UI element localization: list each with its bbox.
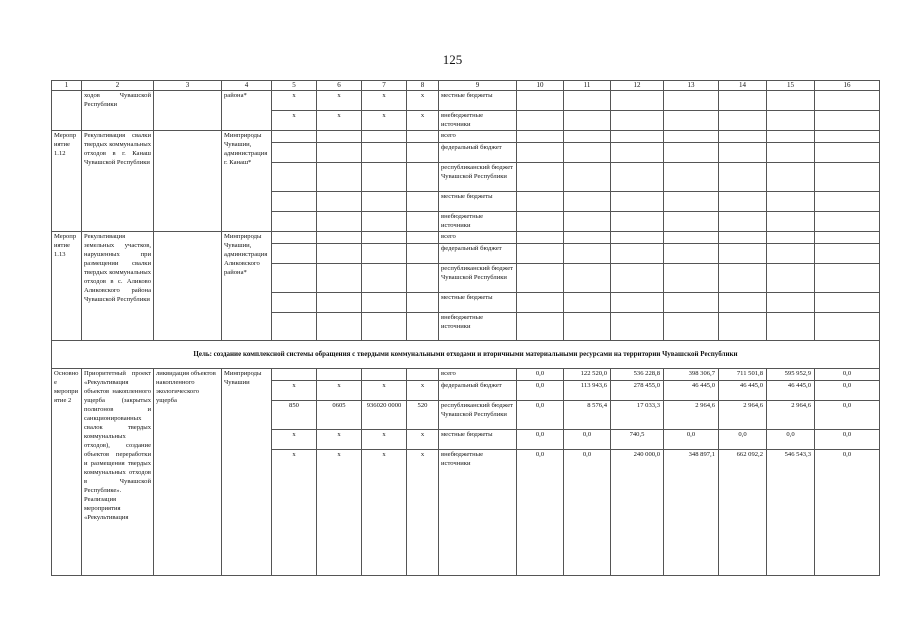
m113-name: Рекультивация земельных участков, нарушенных при размещении свалки твердых коммунальных отходов в с. Аликово Аликовского района Чувашской Республики — [82, 232, 154, 341]
value-cell: 0,0 — [664, 430, 719, 450]
value-cell: 0,0 — [767, 430, 815, 450]
source-all: всего — [439, 131, 517, 143]
om2-label: Основное мероприятие 2 — [52, 369, 82, 576]
header-col-10: 10 — [517, 81, 564, 91]
value-cell: 0,0 — [517, 369, 564, 381]
x-mark: x — [272, 450, 317, 576]
x-mark: x — [272, 111, 317, 131]
value-cell: 46 445,0 — [767, 381, 815, 401]
goal-row — [52, 341, 880, 369]
header-col-9: 9 — [439, 81, 517, 91]
value-cell: 2 964,6 — [664, 401, 719, 430]
x-mark: x — [317, 111, 362, 131]
header-col-5: 5 — [272, 81, 317, 91]
cell — [154, 131, 222, 232]
source-local: местные бюджеты — [439, 293, 517, 313]
code-expense: 520 — [407, 401, 439, 430]
source-offbudget: внебюджетные источники — [439, 450, 517, 576]
value-cell: 0,0 — [564, 450, 611, 576]
value-cell: 0,0 — [815, 381, 880, 401]
header-col-2: 2 — [82, 81, 154, 91]
source-local: местные бюджеты — [439, 192, 517, 212]
source-local: местные бюджеты — [439, 91, 517, 111]
source-offbudget: внебюджетные источники — [439, 212, 517, 232]
source-republic: республиканский бюджет Чувашской Республики — [439, 264, 517, 293]
source-offbudget: внебюджетные источники — [439, 111, 517, 131]
x-mark: x — [407, 91, 439, 111]
code-section: 0605 — [317, 401, 362, 430]
value-cell: 662 092,2 — [719, 450, 767, 576]
value-cell: 711 501,8 — [719, 369, 767, 381]
value-cell: 398 306,7 — [664, 369, 719, 381]
source-all: всего — [439, 232, 517, 244]
value-cell: 0,0 — [815, 450, 880, 576]
value-cell: 0,0 — [517, 430, 564, 450]
value-cell: 546 543,3 — [767, 450, 815, 576]
source-republic: республиканский бюджет Чувашской Республики — [439, 163, 517, 192]
value-cell: 122 520,0 — [564, 369, 611, 381]
cell — [154, 91, 222, 131]
value-cell: 0,0 — [815, 369, 880, 381]
value-cell: 2 964,6 — [719, 401, 767, 430]
x-mark: x — [362, 91, 407, 111]
value-cell: 0,0 — [517, 450, 564, 576]
x-mark: x — [272, 381, 317, 401]
header-col-8: 8 — [407, 81, 439, 91]
cont-executor: района* — [222, 91, 272, 131]
value-cell: 0,0 — [815, 401, 880, 430]
m112-executor: Минприроды Чувашии, администрация г. Канаш* — [222, 131, 272, 232]
source-federal: федеральный бюджет — [439, 244, 517, 264]
value-cell: 278 455,0 — [611, 381, 664, 401]
header-col-1: 1 — [52, 81, 82, 91]
x-mark: x — [407, 381, 439, 401]
x-mark: x — [407, 450, 439, 576]
header-col-11: 11 — [564, 81, 611, 91]
value-cell: 17 033,3 — [611, 401, 664, 430]
value-cell: 0,0 — [517, 401, 564, 430]
value-cell: 46 445,0 — [719, 381, 767, 401]
budget-table — [51, 80, 880, 576]
value-cell: 113 943,6 — [564, 381, 611, 401]
m113-label: Мероприятие 1.13 — [52, 232, 82, 341]
code-admin: 850 — [272, 401, 317, 430]
m112-name: Рекультивация свалки твердых коммунальных отходов в г. Канаш Чувашской Республики — [82, 131, 154, 232]
table-row — [52, 131, 880, 143]
header-col-6: 6 — [317, 81, 362, 91]
x-mark: x — [317, 450, 362, 576]
code-target: 936020 0000 — [362, 401, 407, 430]
x-mark: x — [317, 430, 362, 450]
page-number: 125 — [442, 52, 463, 67]
value-cell: 0,0 — [517, 381, 564, 401]
header-col-15: 15 — [767, 81, 815, 91]
m113-executor: Минприроды Чувашии, администрация Аликовского района* — [222, 232, 272, 341]
m112-label: Мероприятие 1.12 — [52, 131, 82, 232]
om2-goal: ликвидация объектов накопленного экологического ущерба — [154, 369, 222, 576]
goal-text: Цель: создание комплексной системы обращения с твердыми коммунальными отходами и вторичными материальными ресурсами на территории Чувашской Республики — [52, 341, 880, 369]
om2-executor: Минприроды Чувашии — [222, 369, 272, 576]
x-mark: x — [362, 430, 407, 450]
value-cell: 536 228,8 — [611, 369, 664, 381]
header-col-4: 4 — [222, 81, 272, 91]
x-mark: x — [362, 111, 407, 131]
x-mark: x — [362, 450, 407, 576]
cell — [154, 232, 222, 341]
header-col-16: 16 — [815, 81, 880, 91]
source-federal: федеральный бюджет — [439, 143, 517, 163]
source-local: местные бюджеты — [439, 430, 517, 450]
cell — [52, 91, 82, 131]
source-republic: республиканский бюджет Чувашской Республики — [439, 401, 517, 430]
source-federal: федеральный бюджет — [439, 381, 517, 401]
header-row — [52, 81, 880, 91]
value-cell: 2 964,6 — [767, 401, 815, 430]
x-mark: x — [272, 91, 317, 111]
header-col-3: 3 — [154, 81, 222, 91]
x-mark: x — [362, 381, 407, 401]
x-mark: x — [407, 430, 439, 450]
value-cell: 8 576,4 — [564, 401, 611, 430]
value-cell: 595 952,9 — [767, 369, 815, 381]
x-mark: x — [272, 430, 317, 450]
value-cell: 0,0 — [564, 430, 611, 450]
cont-name: ходов Чувашской Республики — [82, 91, 154, 131]
table-row — [52, 369, 880, 381]
value-cell: 46 445,0 — [664, 381, 719, 401]
value-cell: 348 897,1 — [664, 450, 719, 576]
value-cell: 0,0 — [815, 430, 880, 450]
om2-name: Приоритетный проект «Рекультивация объектов накопленного ущерба (закрытых полигонов и санкционированных свалок твердых коммунальных отходов), создание объектов переработки и размещения твердых коммунальных отходов в Чувашской Республике». Реализация мероприятия «Рекультивация — [82, 369, 154, 576]
table-row — [52, 91, 880, 111]
table-row — [52, 232, 880, 244]
x-mark: x — [407, 111, 439, 131]
header-col-14: 14 — [719, 81, 767, 91]
value-cell: 240 000,0 — [611, 450, 664, 576]
source-all: всего — [439, 369, 517, 381]
x-mark: x — [317, 91, 362, 111]
value-cell: 740,5 — [611, 430, 664, 450]
x-mark: x — [317, 381, 362, 401]
source-offbudget: внебюджетные источники — [439, 313, 517, 341]
value-cell: 0,0 — [719, 430, 767, 450]
header-col-13: 13 — [664, 81, 719, 91]
header-col-7: 7 — [362, 81, 407, 91]
header-col-12: 12 — [611, 81, 664, 91]
